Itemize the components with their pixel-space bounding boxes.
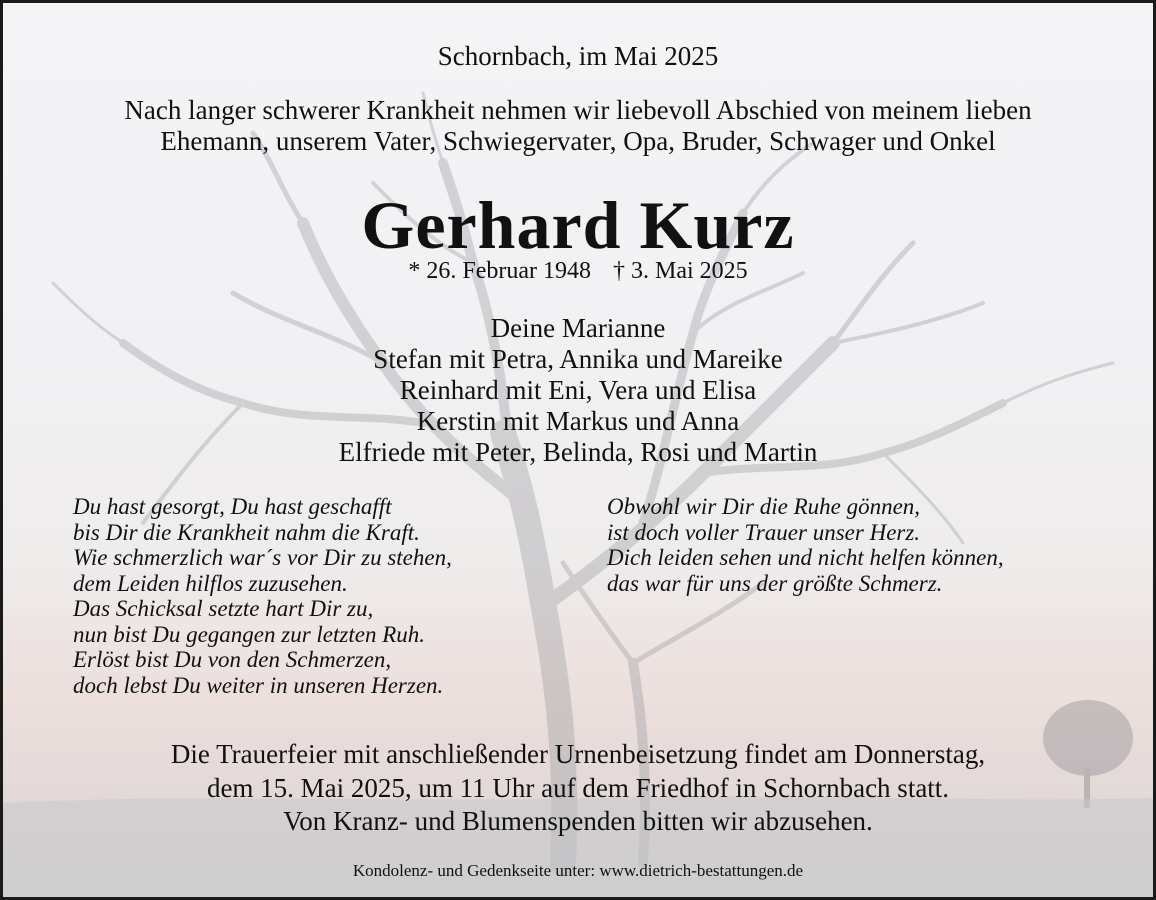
funeral-info	[3, 738, 1153, 839]
funeral-line: Von Kranz- und Blumenspenden bitten wir abzusehen.	[283, 806, 873, 836]
death-date: † 3. Mai 2025	[612, 258, 748, 284]
poem-line: Wie schmerzlich war´s vor Dir zu stehen,	[73, 545, 452, 570]
funeral-line: Die Trauerfeier mit anschließender Urnenbeisetzung findet am Donnerstag,	[170, 739, 986, 769]
poem-line: Obwohl wir Dir die Ruhe gönnen,	[607, 494, 921, 519]
intro-line: Ehemann, unserem Vater, Schwiegervater, Opa, Bruder, Schwager und Onkel	[160, 126, 996, 156]
poem-line: das war für uns der größte Schmerz.	[607, 570, 943, 596]
poem-line: ist doch voller Trauer unser Herz.	[607, 519, 921, 545]
mourner-line: Elfriede mit Peter, Belinda, Rosi und Martin	[338, 437, 818, 467]
mourner-line: Reinhard mit Eni, Vera und Elisa	[399, 375, 757, 405]
poem-line: Das Schicksal setzte hart Dir zu,	[73, 596, 374, 621]
funeral-line: dem 15. Mai 2025, um 11 Uhr auf dem Friedhof in Schornbach statt.	[206, 772, 950, 803]
poem-line: Erlöst bist Du von den Schmerzen,	[73, 647, 392, 672]
poem-right	[607, 494, 1004, 596]
birth-date: * 26. Februar 1948	[408, 258, 591, 284]
poem-line: Dich leiden sehen und nicht helfen können,	[607, 545, 1004, 570]
intro-text	[3, 95, 1153, 157]
poem-line: dem Leiden hilflos zuzusehen.	[73, 570, 348, 596]
mourner-line: Kerstin mit Markus und Anna	[416, 406, 740, 436]
poem-line: nun bist Du gegangen zur letzten Ruh.	[73, 621, 425, 647]
intro-line: Nach langer schwerer Krankheit nehmen wir liebevoll Abschied von meinem lieben	[124, 95, 1032, 125]
poem-line: doch lebst Du weiter in unseren Herzen.	[73, 672, 444, 698]
mourners-list	[3, 313, 1153, 468]
mourner-line: Deine Marianne	[490, 313, 666, 343]
life-dates	[3, 258, 1153, 285]
deceased-name: Gerhard Kurz	[361, 187, 795, 263]
poem-line: Du hast gesorgt, Du hast geschafft	[73, 494, 392, 519]
condolence-website: Kondolenz- und Gedenkseite unter: www.dietrich-bestattungen.de	[352, 861, 804, 880]
poem-line: bis Dir die Krankheit nahm die Kraft.	[73, 519, 420, 545]
mourner-line: Stefan mit Petra, Annika und Mareike	[373, 344, 783, 374]
place-and-date: Schornbach, im Mai 2025	[437, 41, 719, 71]
poem-left	[73, 494, 452, 698]
